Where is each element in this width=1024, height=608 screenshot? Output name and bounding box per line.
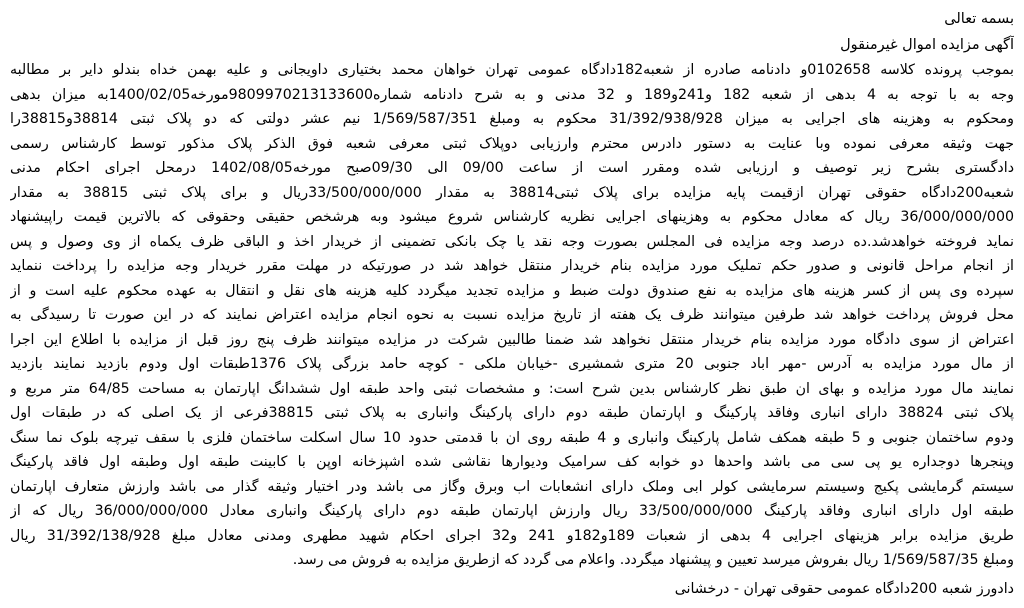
body-line: اعتراض از سوی دادگاه مورد مزایده بنام خریدار منتقل نخواهد شد ضمنا طالبین شرکت در مزایده میتوانند ظرف پنج روز قبل از مزایده با اطلاع این اجرا (10, 331, 1014, 348)
body-line: نماید فروخته خواهدشد.ده درصد وجه مزایده فی المجلس بصورت وجه نقد یا چک بانکی تضمینی از خریدار اخذ و الباقی ظرف یکماه از وی وصول و پس (10, 233, 1014, 250)
body-line: ودوم ساختمان جنوبی و 5 طبقه همکف شامل پارکینگ وانباری و 4 طبقه روی ان با قدمتی حدود 10 سال اسکلت ساختمان فلزی با سقف تیرچه بلوک نما سنگ (10, 429, 1014, 446)
body-line: دادگستری بشرح زیر توصیف و ارزیابی شده ومقرر است از ساعت 09/00 الی 09/30صبح مورخه1402/08/05 درمحل اجرای احکام مدنی (10, 160, 1014, 176)
body-line: وپنجرها دوجداره یو پی سی می باشد واحدها دو خوابه کف سرامیک ودیوارها نقاشی شده اشپزخانه اوپن با کابینت طبقه اول وطبقه اول فاقد پارکینگ (10, 454, 1014, 470)
body-line: نمایند مال مورد مزایده و بهای ان طبق نظر کارشناس بدین شرح است: و مشخصات ثبتی واحد طبقه اول ششدانگ اپارتمان به مساحت 64/85 متر مربع و (10, 380, 1014, 397)
signature-line: دادورز شعبه 200دادگاه عمومی حقوقی تهران - درخشانی (674, 580, 1014, 597)
body-line: طبقه اول دارای انباری وفاقد پارکینگ 33/500/000/000 ریال وارزش اپارتمان طبقه دوم دارای پارکینگ وانباری معادل 36/000/000/000 ریال که از (10, 503, 1014, 519)
body-line: بموجب پرونده کلاسه 0102658و دادنامه صادره از شعبه182دادگاه عمومی تهران خواهان محمد بختیاری داویجانی و علیه بهمن خداه بندلو دایر بر مطالبه (10, 62, 1014, 78)
body-line: جهت وثیقه معرفی نموده وبا عنایت به دستور دادرس محترم وارزیابی دوپلاک ثبتی معرفی شعبه فوق الذکر پلاک مذکور توسط کارشناس رسمی (10, 135, 1014, 152)
body-line: از انجام مراحل قانونی و صدور حکم تملیک مورد مزایده بنام خریدار منتقل خواهد شد در صورتیکه در مهلت مقرر خریدار وجه مزایده را پرداخت ننماید (10, 258, 1014, 274)
body-line: وجه به با توجه به 4 بدهی از شعبه 182 و241و189 و 32 مدنی و به شرح دادنامه شماره9809970213133600مورخه1400/02/05به میزان بدهی (10, 86, 1014, 103)
body-line: سیستم گرمایشی پکیج وسیستم سرمایشی کولر ابی وملک دارای انشعابات اب وبرق وگاز می باشد ودر اختیار وثیقه گذار می باشد وارزش متعارف اپارتمان (10, 478, 1014, 495)
body-line: از مال مورد مزایده به آدرس -مهر اباد جنوبی 20 متری شمشیری -خیابان ملکی - کوچه حامد بزرگی پلاک 1376طبقات اول ودوم بازدید نمایند بازدید (10, 356, 1014, 372)
invocation-heading: بسمه تعالی (944, 11, 1014, 27)
notice-body (10, 58, 1014, 573)
body-line: ومحکوم به وهزینه های اجرایی به میزان 31/392/938/928 محکوم به ومبلغ 1/569/587/351 نیم عشر دولتی که دو پلاک ثبتی 38814و38815را (10, 111, 1014, 127)
body-line: 36/000/000/000 ریال که معادل محکوم به وهزینهای اجرایی نظریه کارشناس شروع میشود وبه هرشخص حقیقی وحقوقی که بالاترین قیمت راپیشنهاد (10, 209, 1014, 225)
body-line: شعبه200دادگاه حقوقی تهران ازقیمت پایه مزایده برای پلاک ثبتی38814 به مقدار 33/500/000/000ریال و برای پلاک ثبتی 38815 به مقدار (10, 184, 1014, 201)
body-line: طریق مزایده برابر هزینهای اجرایی 4 بدهی از شعبات 189و182و 241 و32 اجرای احکام شهید مطهری ومدنی معادل مبلغ 31/392/138/928 ریال (10, 527, 1014, 544)
body-line: ومبلغ 1/569/587/35 ریال بفروش میرسد تعیین و پیشنهاد میگردد. واعلام می گردد که ازطریق مزایده به فروش می رسد. (292, 552, 1014, 568)
notice-title: آگهی مزایده اموال غیرمنقول (840, 37, 1014, 53)
body-line: سپرده وی پس از کسر هزینه های مزایده به نفع صندوق دولت ضبط و مزایده تجدید میگردد کلیه هزینه های نقل و انتقال به عهده محکوم علیه است و از (10, 282, 1014, 299)
body-line: پلاک ثبتی 38824 دارای انباری وفاقد پارکینگ و اپارتمان طبقه دوم دارای پارکینگ وانباری به پلاک ثبتی 38815فرعی از یک اصلی که در طبقات اول (10, 405, 1014, 421)
body-line: محل فروش پرداخت خواهد شد طرفین میتوانند ظرف یک هفته از تاریخ مزایده نسبت به نحوه انجام مزایده اعتراض نمایند که در این صورت تا رسیدگی به (10, 307, 1014, 323)
